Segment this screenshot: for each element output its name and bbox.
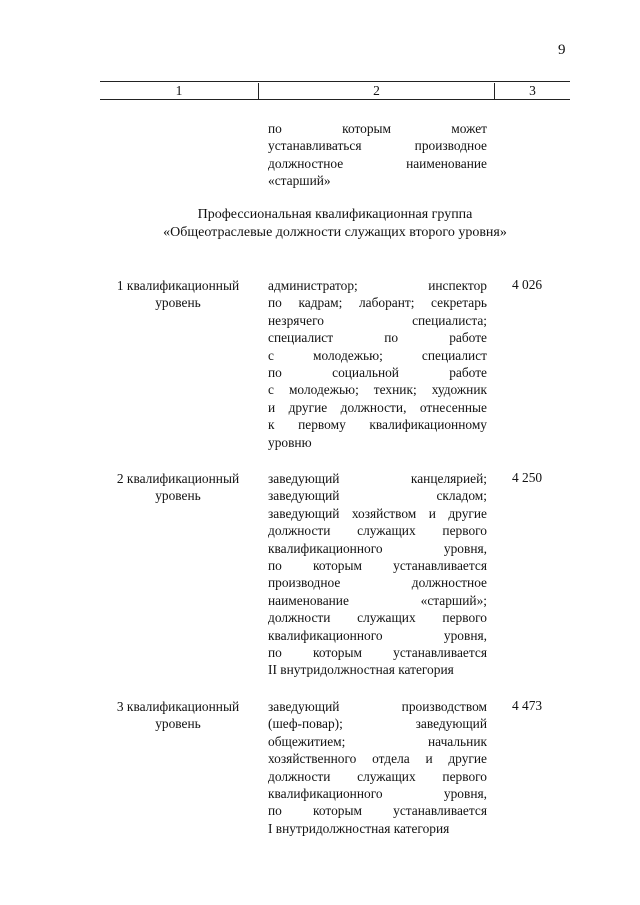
- text-line: квалификационного уровня,: [268, 627, 487, 643]
- intro-line: устанавливаться производное: [268, 138, 487, 154]
- text-line: администратор; инспектор: [268, 278, 487, 293]
- intro-line: «старший»: [268, 173, 331, 189]
- group-title-line-1: Профессиональная квалификационная группа: [197, 207, 473, 222]
- intro-line: должностное наименование: [268, 155, 487, 171]
- text-line: должности служащих первого: [268, 610, 487, 626]
- text-line: заведующий производством: [268, 699, 487, 714]
- positions-text-1: [268, 277, 487, 451]
- column-header-3: 3: [529, 83, 536, 98]
- text-line: II внутридолжностная категория: [268, 662, 454, 678]
- text-line: незрячего специалиста;: [268, 312, 487, 328]
- text-line: заведующий складом;: [268, 488, 487, 504]
- text-line: производное должностное: [268, 575, 487, 591]
- text-line: по кадрам; лаборант; секретарь: [268, 295, 487, 311]
- text-line: по которым устанавливается: [268, 557, 487, 573]
- level-label-line: 3 квалификационный: [116, 699, 240, 714]
- group-title-line-2: «Общеотраслевые должности служащих второго уровня»: [163, 225, 507, 240]
- column-header-2: 2: [373, 83, 380, 98]
- level-label-line: уровень: [155, 488, 201, 504]
- amount-3: 4 473: [512, 698, 543, 713]
- text-line: квалификационного уровня,: [268, 540, 487, 556]
- text-line: I внутридолжностная категория: [268, 820, 450, 836]
- text-line: к первому квалификационному: [268, 417, 487, 433]
- text-line: заведующий хозяйством и другие: [268, 505, 487, 521]
- level-label-line: уровень: [155, 295, 201, 311]
- positions-text-3: [268, 698, 487, 837]
- text-line: и другие должности, отнесенные: [268, 399, 487, 415]
- table-header-bottom-rule: [100, 99, 570, 100]
- text-line: наименование «старший»;: [268, 592, 487, 608]
- column-header-1: 1: [175, 83, 183, 98]
- text-line: квалификационного уровня,: [268, 785, 487, 801]
- text-line: по которым устанавливается: [268, 644, 487, 660]
- intro-text: [268, 120, 487, 190]
- text-line: должности служащих первого: [268, 523, 487, 539]
- intro-line: по которым может: [268, 121, 487, 136]
- table-header-top-rule: [100, 81, 570, 82]
- amount-1: 4 026: [512, 277, 543, 292]
- level-label-1: [108, 277, 248, 312]
- text-line: заведующий канцелярией;: [268, 471, 487, 486]
- amount-2: 4 250: [512, 470, 543, 485]
- text-line: должности служащих первого: [268, 768, 487, 784]
- positions-text-2: [268, 470, 487, 679]
- text-line: уровню: [268, 434, 312, 450]
- text-line: специалист по работе: [268, 330, 487, 346]
- level-label-3: [108, 698, 248, 733]
- level-label-2: [108, 470, 248, 505]
- text-line: с молодежью; специалист: [268, 347, 487, 363]
- text-line: общежитием; начальник: [268, 733, 487, 749]
- level-label-line: 2 квалификационный: [116, 471, 240, 486]
- text-line: по социальной работе: [268, 364, 487, 380]
- page-number: 9: [558, 42, 566, 58]
- level-label-line: уровень: [155, 716, 201, 732]
- text-line: по которым устанавливается: [268, 803, 487, 819]
- text-line: хозяйственного отдела и другие: [268, 751, 487, 767]
- text-line: (шеф-повар); заведующий: [268, 716, 487, 732]
- group-title: [100, 206, 570, 242]
- level-label-line: 1 квалификационный: [116, 278, 240, 293]
- text-line: с молодежью; техник; художник: [268, 382, 487, 398]
